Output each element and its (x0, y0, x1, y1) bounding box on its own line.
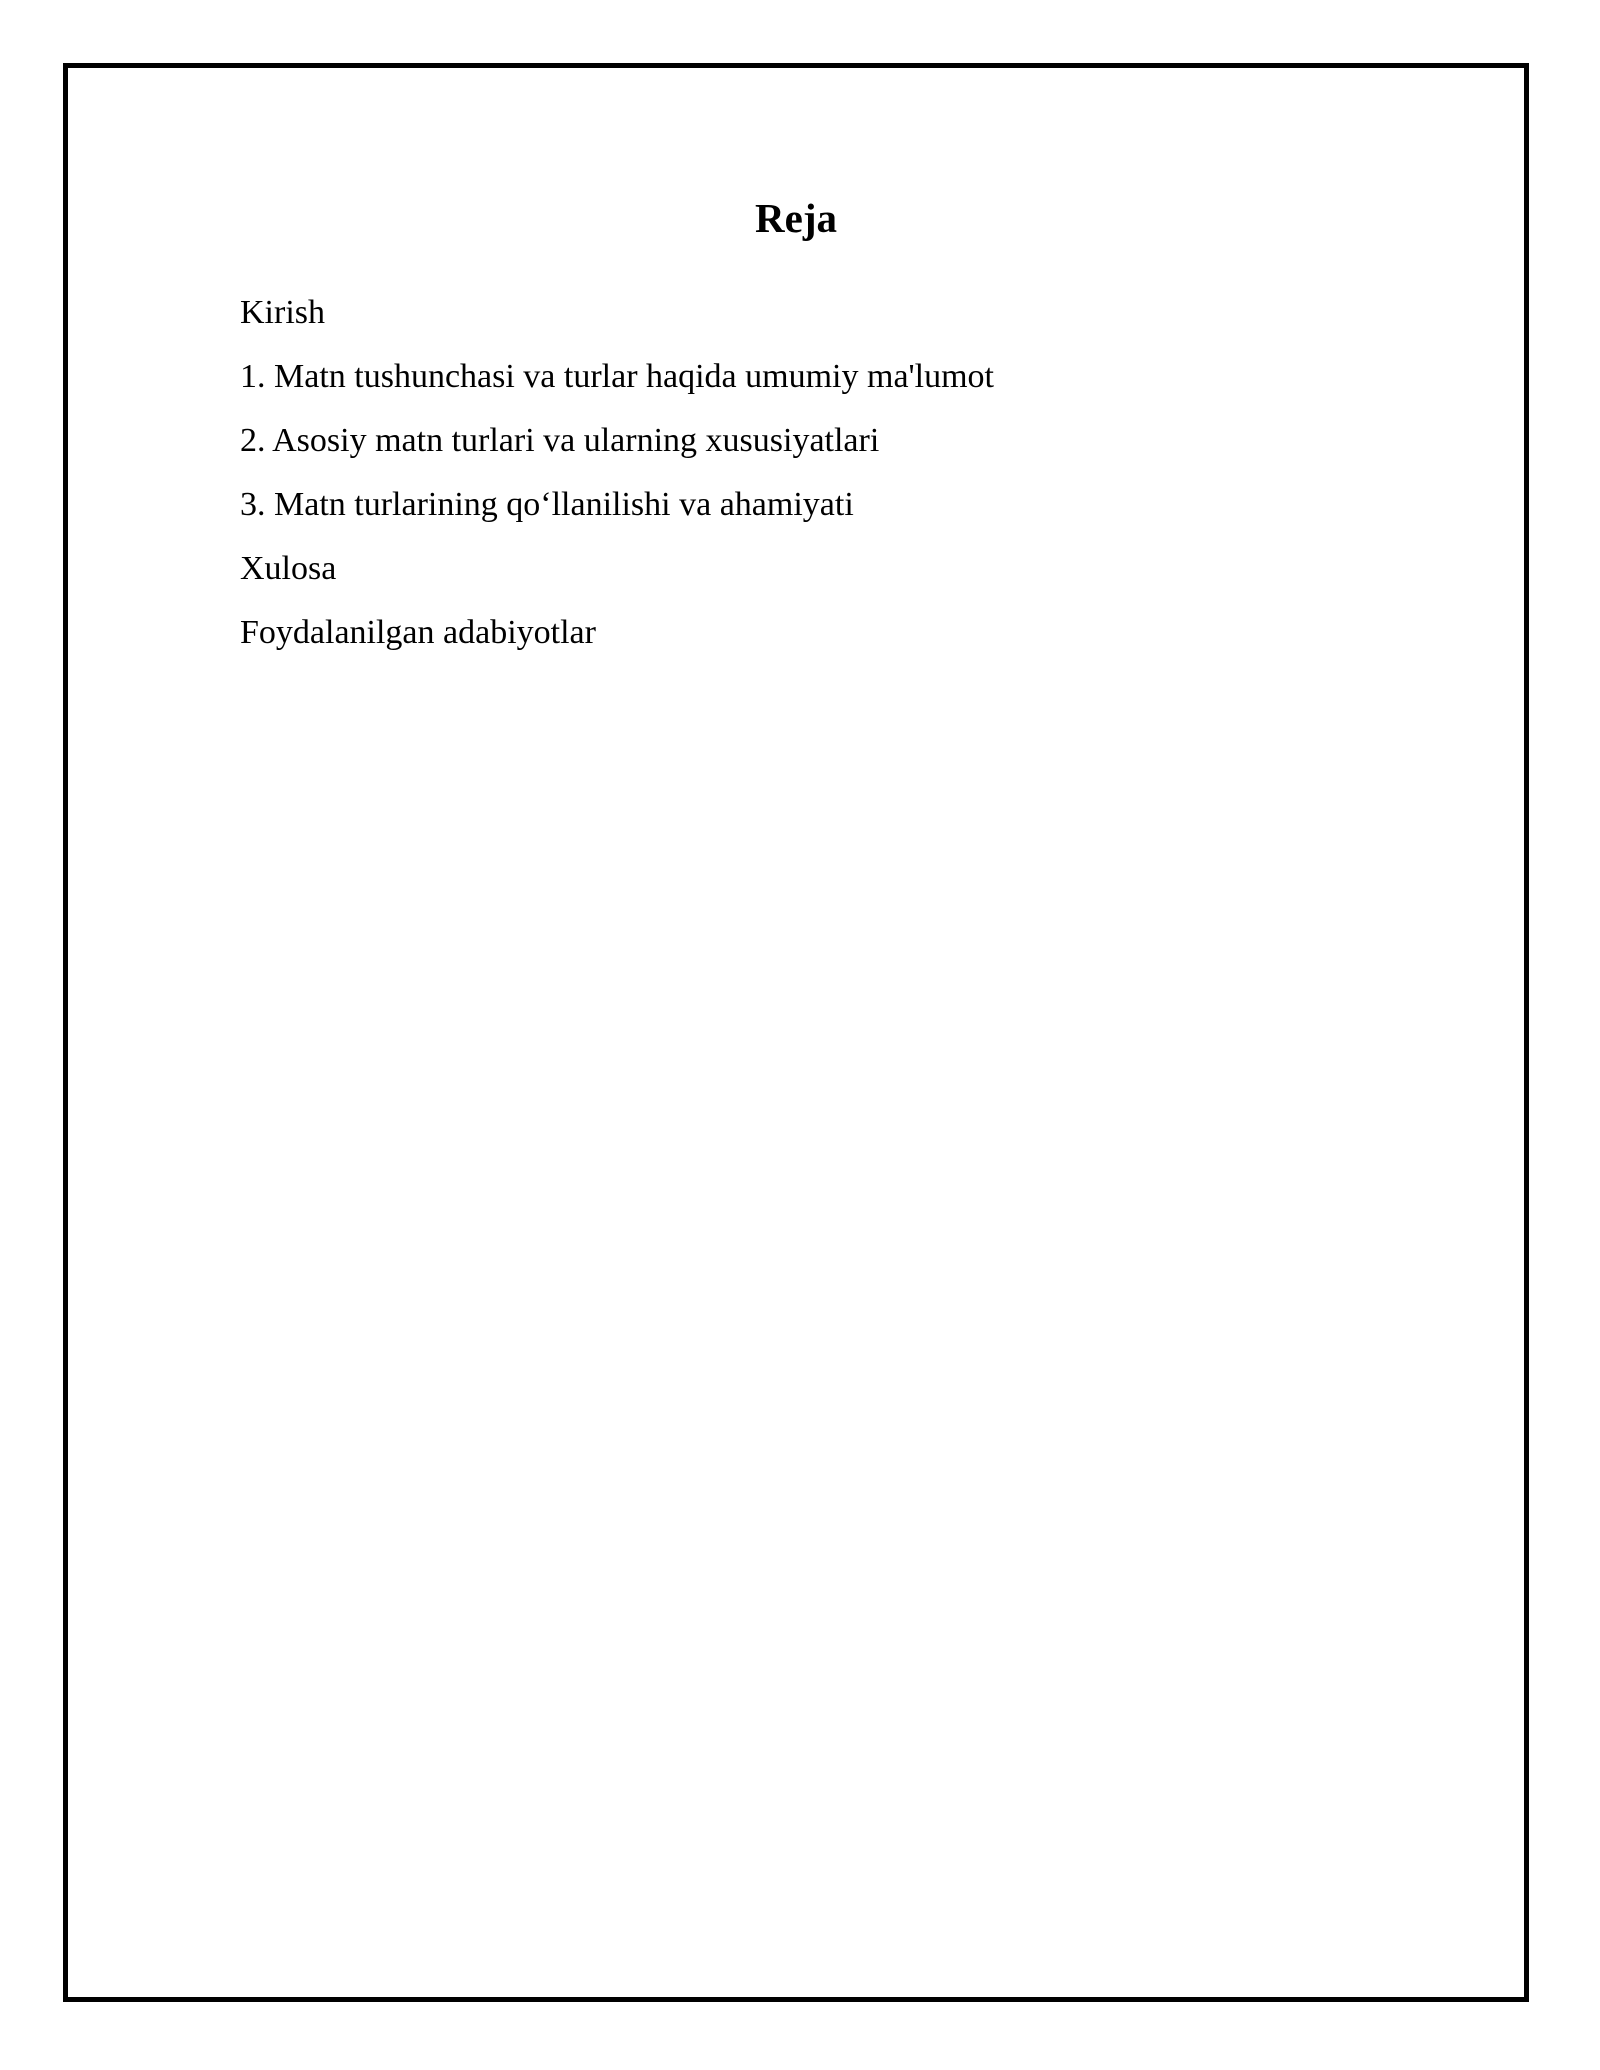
plan-item-3: 3. Matn turlarining qo‘llanilishi va ahamiyati (240, 486, 854, 523)
plan-item-2: 2. Asosiy matn turlari va ularning xususiyatlari (240, 422, 880, 459)
page-title: Reja (755, 195, 837, 241)
plan-item-references: Foydalanilgan adabiyotlar (240, 614, 596, 651)
plan-list (240, 293, 994, 677)
page-border (63, 63, 1529, 2002)
plan-item-1: 1. Matn tushunchasi va turlar haqida umumiy ma'lumot (240, 358, 994, 395)
plan-item-conclusion: Xulosa (240, 550, 337, 587)
plan-item-introduction: Kirish (240, 294, 325, 331)
